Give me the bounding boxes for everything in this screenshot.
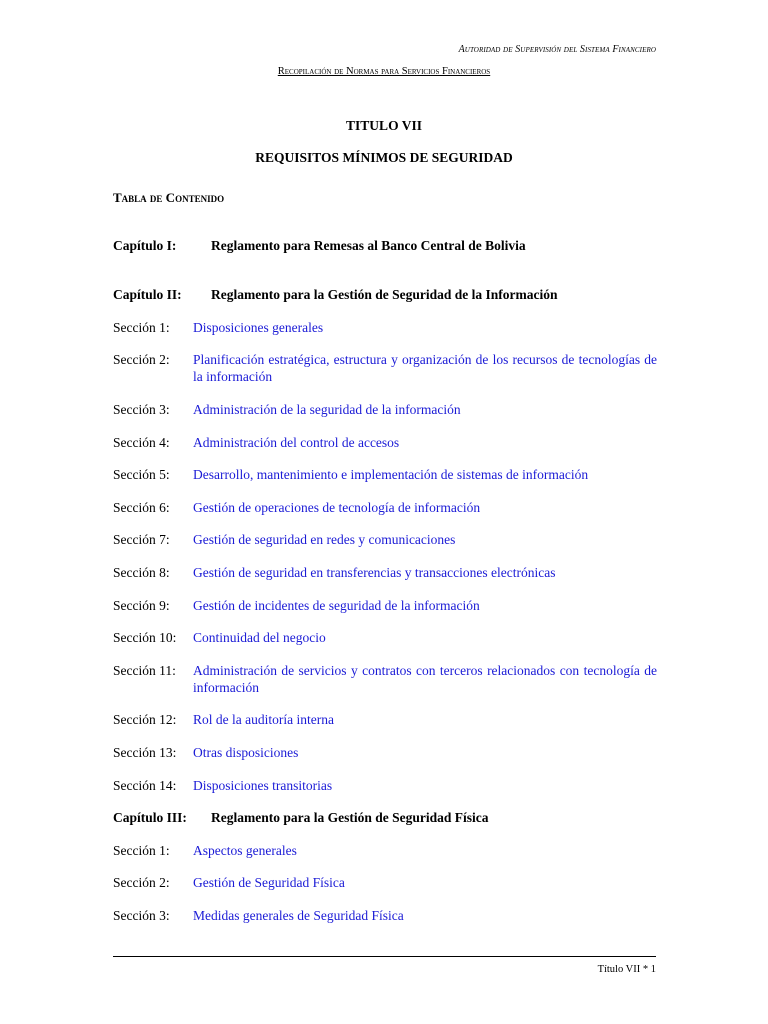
section-link[interactable]: Rol de la auditoría interna	[193, 712, 334, 727]
header-authority: Autoridad de Supervisión del Sistema Financiero	[458, 44, 656, 55]
section-link[interactable]: Planificación estratégica, estructura y organización de los recursos de tecnologías de la información	[193, 352, 657, 384]
chapter-title: Reglamento para la Gestión de Seguridad de la Información	[211, 287, 558, 302]
section-link[interactable]: Administración de servicios y contratos con terceros relacionados con tecnología de información	[193, 663, 657, 695]
section-link[interactable]: Disposiciones transitorias	[193, 778, 333, 793]
section-link[interactable]: Gestión de seguridad en transferencias y transacciones electrónicas	[193, 565, 556, 580]
section-label: Sección 5:	[113, 467, 170, 482]
section-label: Sección 14:	[113, 778, 177, 793]
section-label: Sección 2:	[113, 352, 170, 367]
section-label: Sección 4:	[113, 435, 170, 450]
section-link[interactable]: Continuidad del negocio	[193, 630, 326, 645]
section-link[interactable]: Administración del control de accesos	[193, 435, 400, 450]
section-label: Sección 11:	[113, 663, 176, 678]
section-label: Sección 9:	[113, 598, 170, 613]
section-link[interactable]: Gestión de Seguridad Física	[193, 875, 345, 890]
section-link[interactable]: Disposiciones generales	[193, 320, 324, 335]
section-label: Sección 8:	[113, 565, 170, 580]
section-link[interactable]: Otras disposiciones	[193, 745, 299, 760]
section-link[interactable]: Aspectos generales	[193, 843, 297, 858]
section-link[interactable]: Medidas generales de Seguridad Física	[193, 908, 404, 923]
section-label: Sección 3:	[113, 908, 170, 923]
footer-divider	[113, 956, 656, 957]
chapter-label: Capítulo II:	[113, 287, 182, 302]
section-link[interactable]: Gestión de incidentes de seguridad de la información	[193, 598, 480, 613]
document-subtitle: REQUISITOS MÍNIMOS DE SEGURIDAD	[255, 150, 513, 165]
toc-heading: Tabla de Contenido	[113, 190, 225, 205]
section-label: Sección 12:	[113, 712, 177, 727]
section-label: Sección 1:	[113, 320, 170, 335]
section-label: Sección 1:	[113, 843, 170, 858]
header-compilation: Recopilación de Normas para Servicios Financieros	[277, 66, 491, 77]
chapter-title: Reglamento para la Gestión de Seguridad Física	[211, 810, 489, 825]
section-link[interactable]: Desarrollo, mantenimiento e implementación de sistemas de información	[193, 467, 589, 482]
section-link[interactable]: Gestión de operaciones de tecnología de información	[193, 500, 481, 515]
section-label: Sección 7:	[113, 532, 170, 547]
document-title: TITULO VII	[346, 118, 422, 133]
section-label: Sección 3:	[113, 402, 170, 417]
section-label: Sección 10:	[113, 630, 177, 645]
section-label: Sección 13:	[113, 745, 177, 760]
section-link[interactable]: Administración de la seguridad de la información	[193, 402, 461, 417]
chapter-title: Reglamento para Remesas al Banco Central de Bolivia	[211, 238, 526, 253]
chapter-label: Capítulo III:	[113, 810, 187, 825]
section-link[interactable]: Gestión de seguridad en redes y comunicaciones	[193, 532, 456, 547]
section-label: Sección 6:	[113, 500, 170, 515]
page-footer: Título VII * 1	[597, 964, 656, 975]
section-label: Sección 2:	[113, 875, 170, 890]
chapter-label: Capítulo I:	[113, 238, 177, 253]
